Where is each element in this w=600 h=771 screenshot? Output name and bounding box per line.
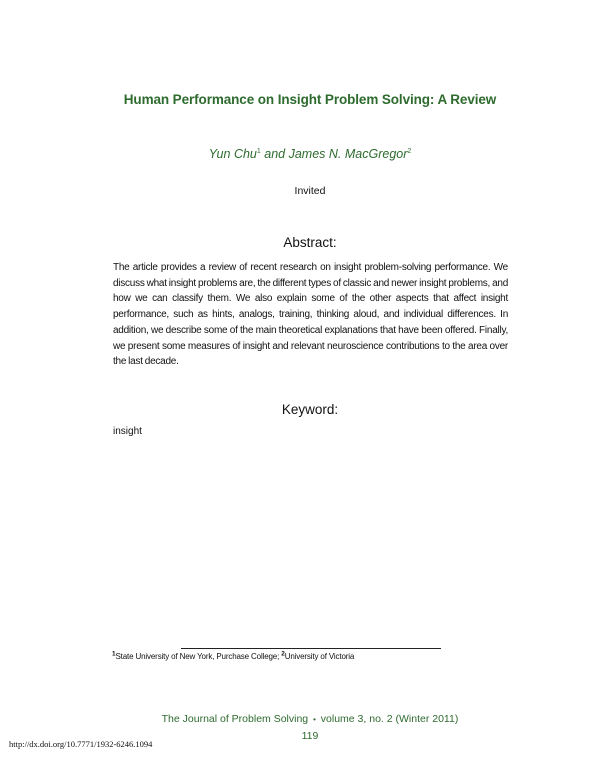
abstract-heading: Abstract: [283,235,337,250]
article-title: Human Performance on Insight Problem Solving: A Review [123,92,497,107]
author-2-affiliation-marker: 2 [407,147,412,155]
abstract-body [113,260,508,370]
abstract-line: contributions to the area over the last decade. [113,340,508,368]
journal-volume: volume 3, no. 2 (Winter 2011) [320,713,459,725]
author-2-name: James N. MacGregor [288,147,408,161]
author-1-affiliation-marker: 1 [256,147,261,155]
abstract-line: We discuss what insight problems are, the different types of classic and newer insight [113,262,508,289]
keyword-value: insight [113,426,142,437]
footnote-divider [181,648,441,649]
journal-footer [0,713,600,725]
affiliation-2: University of Victoria [284,652,355,661]
page-number: 119 [301,730,319,742]
keyword-heading: Keyword: [281,402,339,417]
abstract-line: problems, and how we can classify them. We also explain some of the other aspects that [113,277,509,305]
abstract-line: affect insight performance, such as hints, analogs, training, thinking aloud, and individual [113,293,508,321]
affiliation-footnote [112,652,354,661]
author-line [0,147,600,161]
bullet-separator: • [313,715,316,724]
author-1-name: Yun Chu [208,147,257,161]
abstract-line: The article provides a review of recent research on insight problem-solving performance. [113,262,491,273]
invited-label: Invited [294,185,326,197]
abstract-line: differences. In addition, we describe some of the main theoretical explanations that have [113,309,509,336]
footnote-marker-2: 2 [281,650,285,658]
doi-link[interactable]: http://dx.doi.org/10.7771/1932-6246.1094 [9,739,153,749]
author-conjunction: and [264,147,286,161]
footnote-marker-1: 1 [112,650,116,658]
journal-name: The Journal of Problem Solving [161,713,309,725]
affiliation-1: State University of New York, Purchase College; [115,652,280,661]
abstract-line: been offered. Finally, we present some measures of insight and relevant neuroscience [113,324,508,352]
